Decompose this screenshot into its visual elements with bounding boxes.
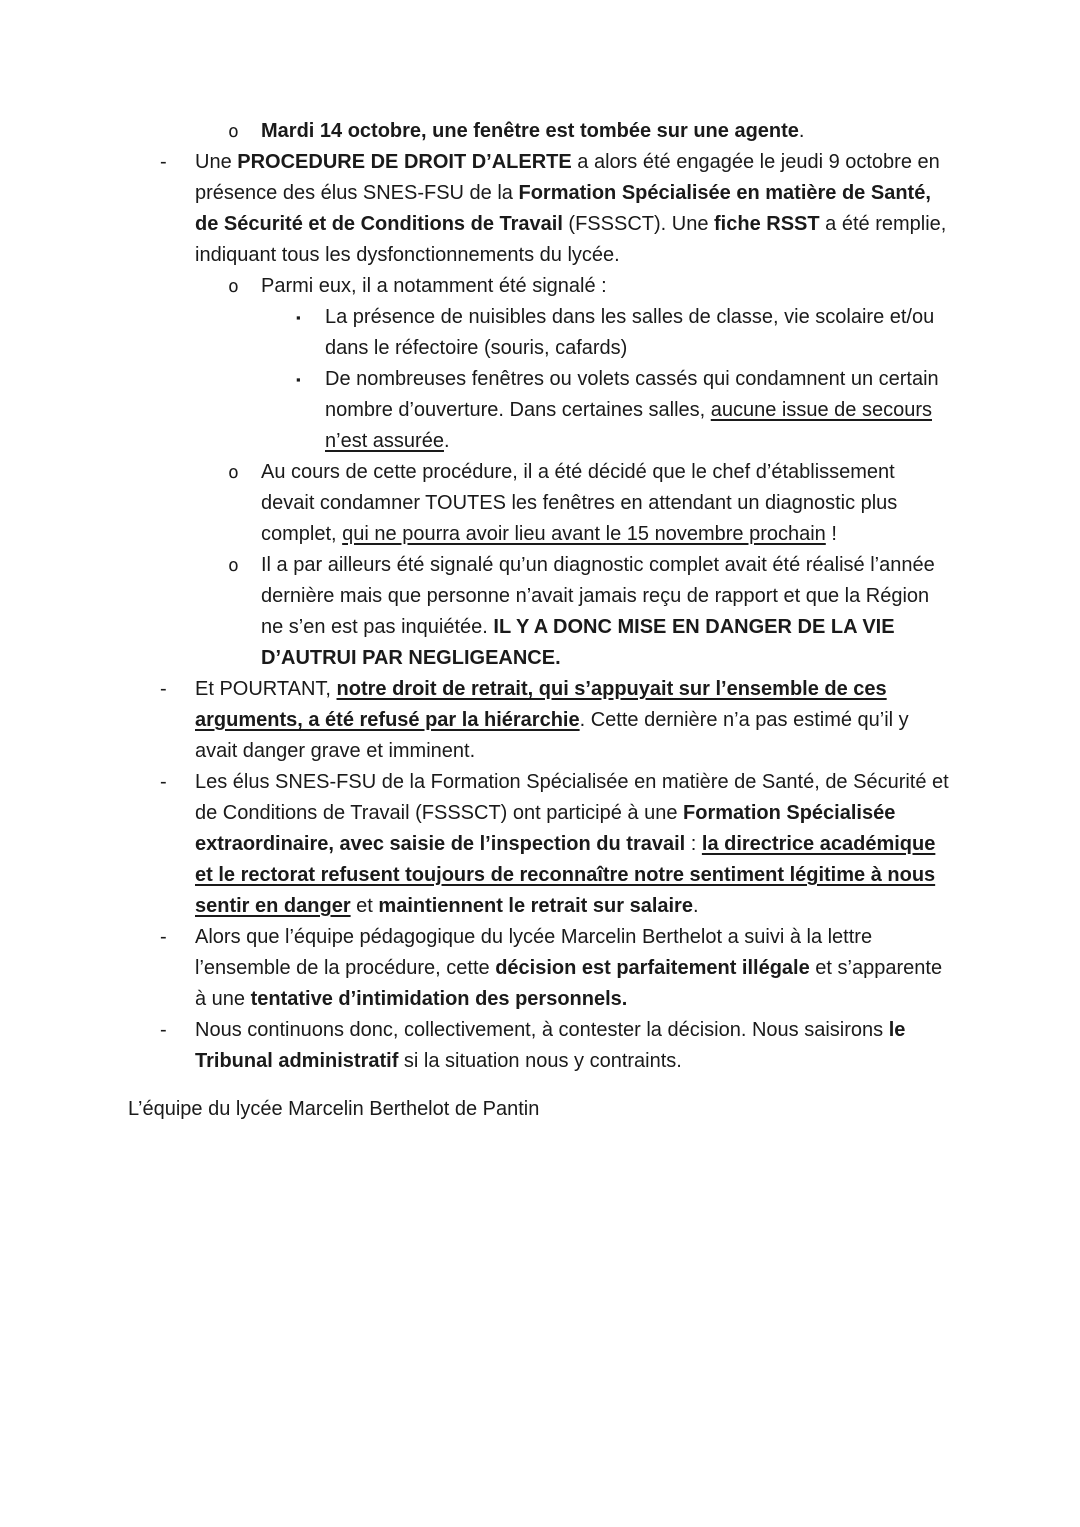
list-item-text <box>195 674 952 767</box>
text-segment: Il a par ailleurs été signalé qu’un diagnostic complet avait été réalisé l’année dernière mais que personne n’avait jamais reçu de rapport et que la Région ne s’en est pas inquiétée. <box>261 554 935 638</box>
circle-bullet: o <box>228 276 239 297</box>
text-segment: Formation Spécialisée en matière de Santé, de Sécurité et de Conditions de Travail <box>195 182 931 235</box>
list-item-text <box>195 147 952 271</box>
text-segment: ! <box>825 523 837 545</box>
list-item-text <box>195 922 952 1015</box>
circle-bullet: o <box>228 462 239 483</box>
list-item <box>128 922 952 1015</box>
list-item <box>128 767 952 922</box>
list-item-text <box>261 116 952 147</box>
text-segment: Alors que l’équipe pédagogique du lycée Marcelin Berthelot a suivi à la lettre l’ensemble de la procédure, cette <box>195 926 873 979</box>
list-item-text <box>325 302 952 364</box>
list-item <box>128 550 952 674</box>
document-body <box>128 116 952 1125</box>
text-segment: qui ne pourra avoir lieu avant le 15 novembre prochain <box>342 523 826 545</box>
list-item-text <box>195 767 952 922</box>
list-item <box>128 116 952 147</box>
text-segment: Parmi eux, il a notamment été signalé : <box>261 275 607 297</box>
text-segment: La présence de nuisibles dans les salles de classe, vie scolaire et/ou dans le réfectoire (souris, cafards) <box>325 306 935 359</box>
text-segment: : <box>685 833 702 855</box>
text-segment: . <box>443 430 450 452</box>
text-segment: aucune issue de secours n’est assurée <box>325 399 932 452</box>
text-segment: notre droit de retrait, qui s’appuyait sur l’ensemble de ces arguments, a été refusé par la hiérarchie <box>195 678 887 731</box>
list-item <box>128 271 952 302</box>
text-segment: Et POURTANT, <box>195 678 337 700</box>
list-item-text <box>325 364 952 457</box>
list-item <box>128 302 952 364</box>
text-segment: Nous continuons donc, collectivement, à contester la décision. Nous saisirons <box>195 1019 889 1041</box>
list-item <box>128 1015 952 1077</box>
dash-bullet: - <box>160 926 167 948</box>
list-item-text <box>261 550 952 674</box>
text-segment: a été remplie, indiquant tous les dysfonctionnements du lycée. <box>195 213 947 266</box>
text-segment: maintiennent le retrait sur salaire <box>378 895 693 917</box>
list-item-text <box>261 457 952 550</box>
list-item-text <box>261 271 952 302</box>
text-segment: De nombreuses fenêtres ou volets cassés qui condamnent un certain nombre d’ouverture. Dans certaines salles, <box>325 368 939 421</box>
text-segment: (FSSSCT). Une <box>562 213 715 235</box>
text-segment: . <box>692 895 699 917</box>
text-segment: Formation Spécialisée extraordinaire, avec saisie de l’inspection du travail <box>195 802 896 855</box>
dash-bullet: - <box>160 771 167 793</box>
text-segment: fiche RSST <box>714 213 820 235</box>
text-segment: Mardi 14 octobre, une fenêtre est tombée sur une agente <box>261 120 799 142</box>
list-item <box>128 674 952 767</box>
circle-bullet: o <box>228 555 239 576</box>
list-item <box>128 457 952 550</box>
text-segment: si la situation nous y contraints. <box>398 1050 682 1072</box>
text-segment: et s’apparente à une <box>195 957 943 1010</box>
text-segment: Les élus SNES-FSU de la Formation Spécialisée en matière de Santé, de Sécurité et de Conditions de Travail (FSSSCT) ont participé à une <box>195 771 949 824</box>
text-segment: . Cette dernière n’a pas estimé qu’il y avait danger grave et imminent. <box>195 709 909 762</box>
dash-bullet: - <box>160 1019 167 1041</box>
square-bullet: ▪ <box>296 372 301 387</box>
dash-bullet: - <box>160 678 167 700</box>
list-item <box>128 364 952 457</box>
text-segment: décision est parfaitement illégale <box>495 957 810 979</box>
text-segment: . <box>798 120 805 142</box>
text-segment: PROCEDURE DE DROIT D’ALERTE <box>237 151 572 173</box>
text-segment: Une <box>195 151 238 173</box>
list-item <box>128 147 952 271</box>
text-segment: IL Y A DONC MISE EN DANGER DE LA VIE D’AUTRUI PAR NEGLIGEANCE. <box>261 616 895 669</box>
list-item-text <box>195 1015 952 1077</box>
text-segment: le Tribunal administratif <box>195 1019 906 1072</box>
text-segment: a alors été engagée le jeudi 9 octobre en présence des élus SNES-FSU de la <box>195 151 940 204</box>
text-segment: tentative d’intimidation des personnels. <box>250 988 628 1010</box>
square-bullet: ▪ <box>296 310 301 325</box>
text-segment: la directrice académique et le rectorat refusent toujours de reconnaître notre sentiment légitime à nous sentir en danger <box>195 833 936 917</box>
text-segment: Au cours de cette procédure, il a été décidé que le chef d’établissement devait condamner TOUTES les fenêtres en attendant un diagnostic plus complet, <box>261 461 898 545</box>
dash-bullet: - <box>160 151 167 173</box>
text-segment: et <box>350 895 379 917</box>
closing-signature: L’équipe du lycée Marcelin Berthelot de Pantin <box>128 1098 540 1120</box>
circle-bullet: o <box>228 121 239 142</box>
